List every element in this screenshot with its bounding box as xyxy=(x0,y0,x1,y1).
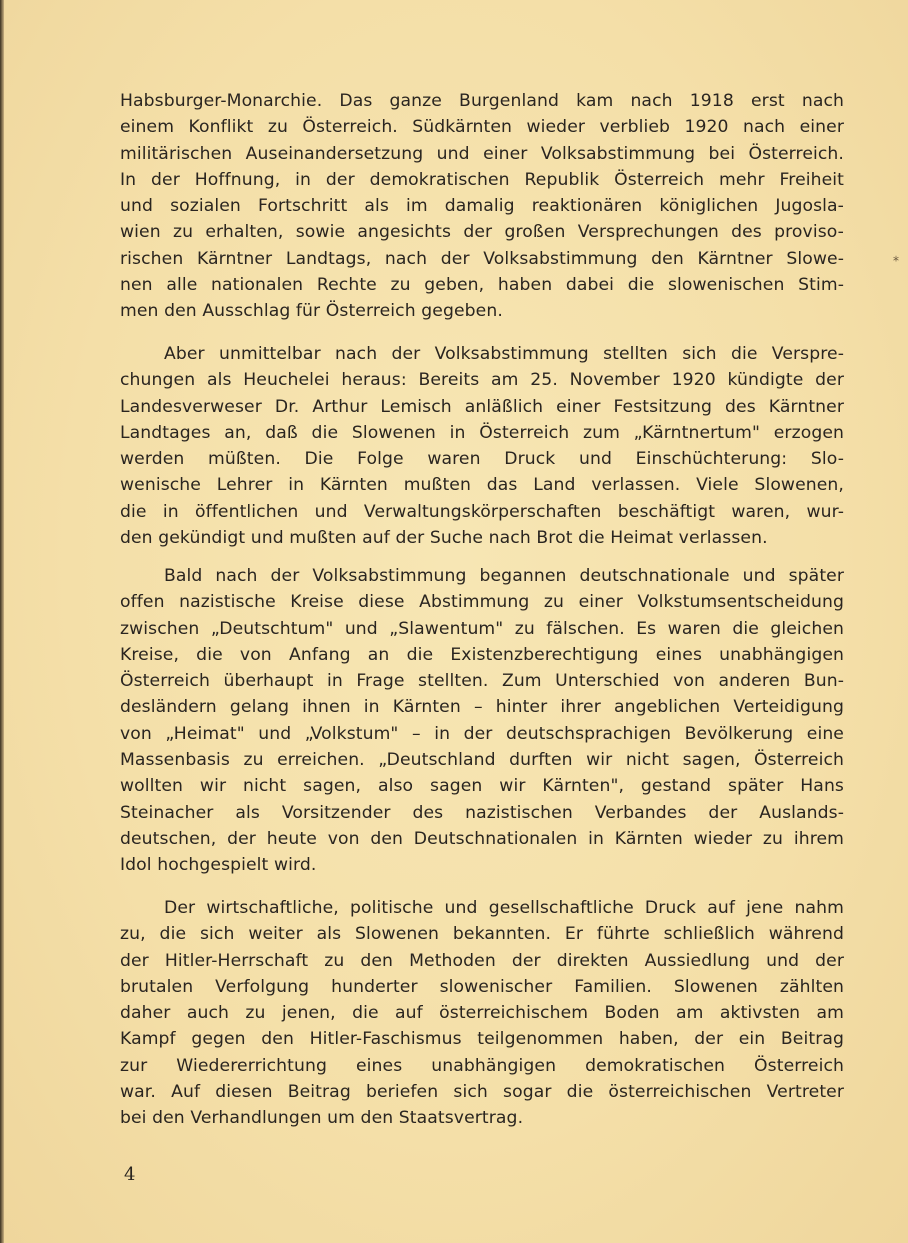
margin-mark: ⁎ xyxy=(893,250,899,264)
text-line: wollten wir nicht sagen, also sagen wir Kärnten", gestand später Hans xyxy=(120,776,844,797)
paragraph-2 xyxy=(120,341,844,551)
text-line: daher auch zu jenen, die auf österreichischem Boden am aktivsten am xyxy=(120,1003,844,1024)
paragraph-1 xyxy=(120,88,844,325)
text-line: offen nazistische Kreise diese Abstimmung zu einer Volkstumsentscheidung xyxy=(120,592,844,613)
text-line: Landesverweser Dr. Arthur Lemisch anläßlich einer Festsitzung des Kärntner xyxy=(120,396,844,417)
text-line: Der wirtschaftliche, politische und gesellschaftliche Druck auf jene nahm xyxy=(164,898,844,918)
text-line: rischen Kärntner Landtags, nach der Volksabstimmung den Kärntner Slowe- xyxy=(120,248,844,269)
text-line: Kreise, die von Anfang an die Existenzberechtigung eines unabhängigen xyxy=(120,644,844,665)
paragraph-3 xyxy=(120,563,844,879)
text-line: desländern gelang ihnen in Kärnten – hinter ihrer angeblichen Verteidigung xyxy=(120,697,844,718)
text-line: zur Wiedererrichtung eines unabhängigen demokratischen Österreich xyxy=(120,1055,844,1076)
text-line: brutalen Verfolgung hunderter slowenischer Familien. Slowenen zählten xyxy=(120,976,844,997)
text-line: Massenbasis zu erreichen. „Deutschland durften wir nicht sagen, Österreich xyxy=(120,750,844,771)
text-line: In der Hoffnung, in der demokratischen Republik Österreich mehr Freiheit xyxy=(120,169,844,190)
text-line: nen alle nationalen Rechte zu geben, haben dabei die slowenischen Stim- xyxy=(120,275,844,296)
text-line: Steinacher als Vorsitzender des nazistischen Verbandes der Auslands- xyxy=(120,802,844,823)
text-line: die in öffentlichen und Verwaltungskörperschaften beschäftigt waren, wur- xyxy=(120,501,844,522)
text-line: bei den Verhandlungen um den Staatsvertrag. xyxy=(120,1108,524,1129)
text-line: Österreich überhaupt in Frage stellten. Zum Unterschied von anderen Bun- xyxy=(120,671,844,692)
text-line: Bald nach der Volksabstimmung begannen deutschnationale und später xyxy=(164,566,844,586)
text-line: Landtages an, daß die Slowenen in Österreich zum „Kärntnertum" erzogen xyxy=(120,422,844,443)
page-number: 4 xyxy=(124,1164,136,1185)
text-line: und sozialen Fortschritt als im damalig reaktionären königlichen Jugosla- xyxy=(120,196,844,217)
text-line: Idol hochgespielt wird. xyxy=(120,855,317,876)
text-line: wenische Lehrer in Kärnten mußten das Land verlassen. Viele Slowenen, xyxy=(120,475,844,496)
text-line: der Hitler-Herrschaft zu den Methoden der direkten Aussiedlung und der xyxy=(120,950,844,971)
text-line: einem Konflikt zu Österreich. Südkärnten wieder verblieb 1920 nach einer xyxy=(120,117,844,138)
text-line: Habsburger-Monarchie. Das ganze Burgenland kam nach 1918 erst nach xyxy=(120,91,844,111)
text-line: Aber unmittelbar nach der Volksabstimmung stellten sich die Verspre- xyxy=(164,344,844,364)
text-line: zu, die sich weiter als Slowenen bekannten. Er führte schließlich während xyxy=(120,924,844,945)
text-line: chungen als Heuchelei heraus: Bereits am 25. November 1920 kündigte der xyxy=(120,370,844,391)
text-line: von „Heimat" und „Volkstum" – in der deutschsprachigen Bevölkerung eine xyxy=(120,723,844,744)
page-edge xyxy=(0,0,4,1243)
text-line: werden müßten. Die Folge waren Druck und Einschüchterung: Slo- xyxy=(120,449,844,470)
text-line: war. Auf diesen Beitrag beriefen sich sogar die österreichischen Vertreter xyxy=(120,1082,844,1103)
text-line: Kampf gegen den Hitler-Faschismus teilgenommen haben, der ein Beitrag xyxy=(120,1029,844,1050)
text-line: den gekündigt und mußten auf der Suche nach Brot die Heimat verlassen. xyxy=(120,528,768,549)
text-line: zwischen „Deutschtum" und „Slawentum" zu fälschen. Es waren die gleichen xyxy=(120,618,844,639)
text-line: deutschen, der heute von den Deutschnationalen in Kärnten wieder zu ihrem xyxy=(120,828,844,849)
text-line: wien zu erhalten, sowie angesichts der großen Versprechungen des proviso- xyxy=(120,222,844,243)
text-line: men den Ausschlag für Österreich gegeben. xyxy=(120,301,503,322)
paragraph-4 xyxy=(120,895,844,1132)
text-line: militärischen Auseinandersetzung und einer Volksabstimmung bei Österreich. xyxy=(120,143,844,164)
